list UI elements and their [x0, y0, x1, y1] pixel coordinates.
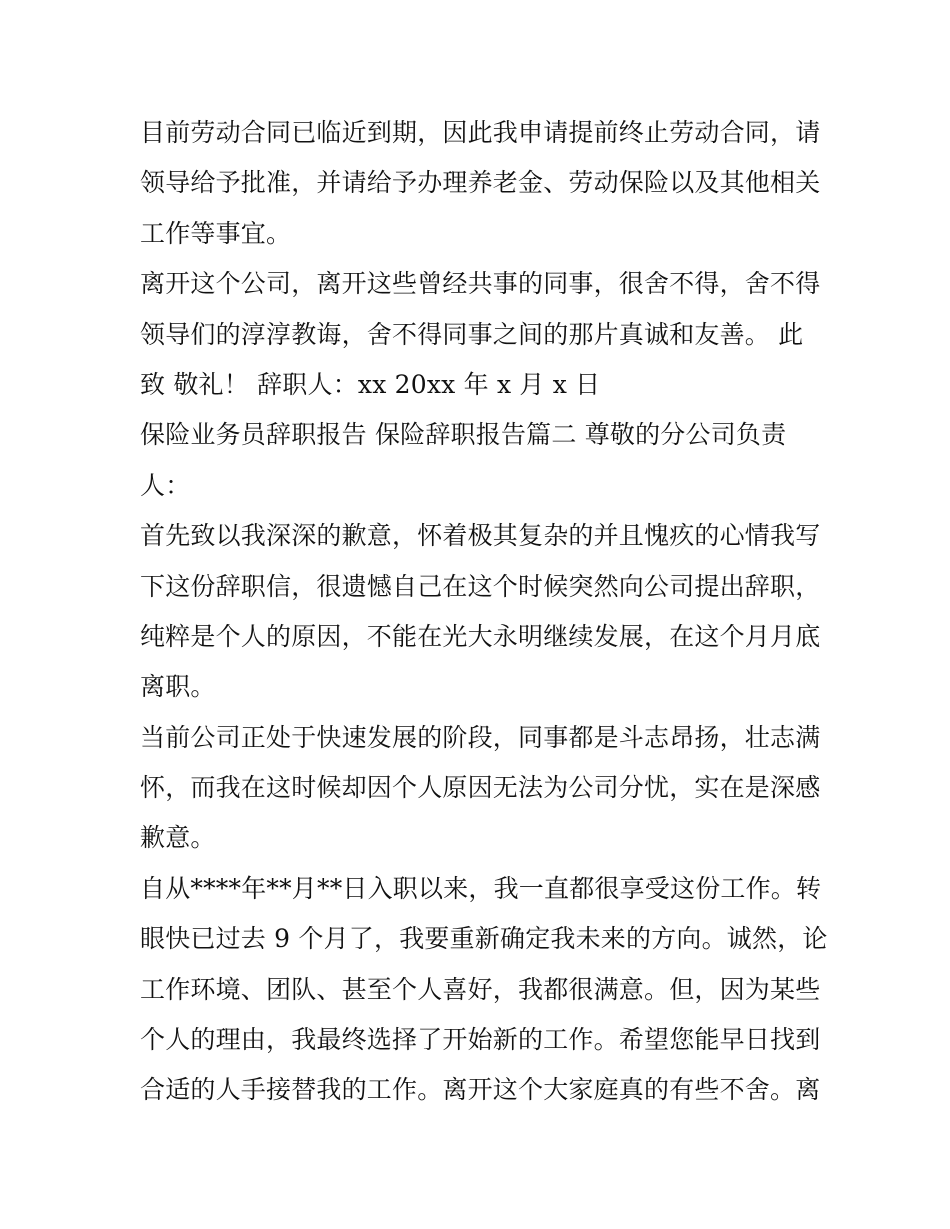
text-line: 下这份辞职信，很遗憾自己在这个时候突然向公司提出辞职，: [140, 571, 821, 601]
text-line: 当前公司正处于快速发展的阶段，同事都是斗志昂扬，壮志满: [140, 722, 821, 752]
text-line: 离开这个公司，离开这些曾经共事的同事，很舍不得，舍不得: [140, 269, 821, 299]
document-body: [140, 108, 830, 1116]
text-line: 工作等事宜。: [140, 218, 292, 248]
text-line: 领导们的淳淳教诲，舍不得同事之间的那片真诚和友善。 此: [140, 319, 804, 349]
text-line: 人：: [140, 470, 191, 500]
text-line: 个人的理由，我最终选择了开始新的工作。希望您能早日找到: [140, 1025, 821, 1055]
text-line: 领导给予批准，并请给予办理养老金、劳动保险以及其他相关: [140, 168, 821, 198]
text-line: 合适的人手接替我的工作。离开这个大家庭真的有些不舍。离: [140, 1075, 821, 1105]
text-line: 致 敬礼！ 辞职人：xx 20xx 年 x 月 x 日: [140, 369, 601, 399]
text-line: 首先致以我深深的歉意，怀着极其复杂的并且愧疚的心情我写: [140, 521, 821, 551]
text-line: 怀，而我在这时候却因个人原因无法为公司分忧，实在是深感: [140, 773, 821, 803]
text-line: 目前劳动合同已临近到期，因此我申请提前终止劳动合同，请: [140, 118, 821, 147]
text-line: 工作环境、团队、甚至个人喜好，我都很满意。但，因为某些: [140, 974, 821, 1004]
text-line: 保险业务员辞职报告 保险辞职报告篇二 尊敬的分公司负责: [140, 420, 787, 450]
text-line: 歉意。: [140, 823, 216, 853]
text-line: 离职。: [140, 672, 216, 702]
text-line: 自从****年**月**日入职以来，我一直都很享受这份工作。转: [140, 873, 822, 903]
text-line: 眼快已过去 9 个月了，我要重新确定我未来的方向。诚然，论: [140, 924, 828, 954]
text-line: 纯粹是个人的原因，不能在光大永明继续发展，在这个月月底: [140, 621, 821, 651]
